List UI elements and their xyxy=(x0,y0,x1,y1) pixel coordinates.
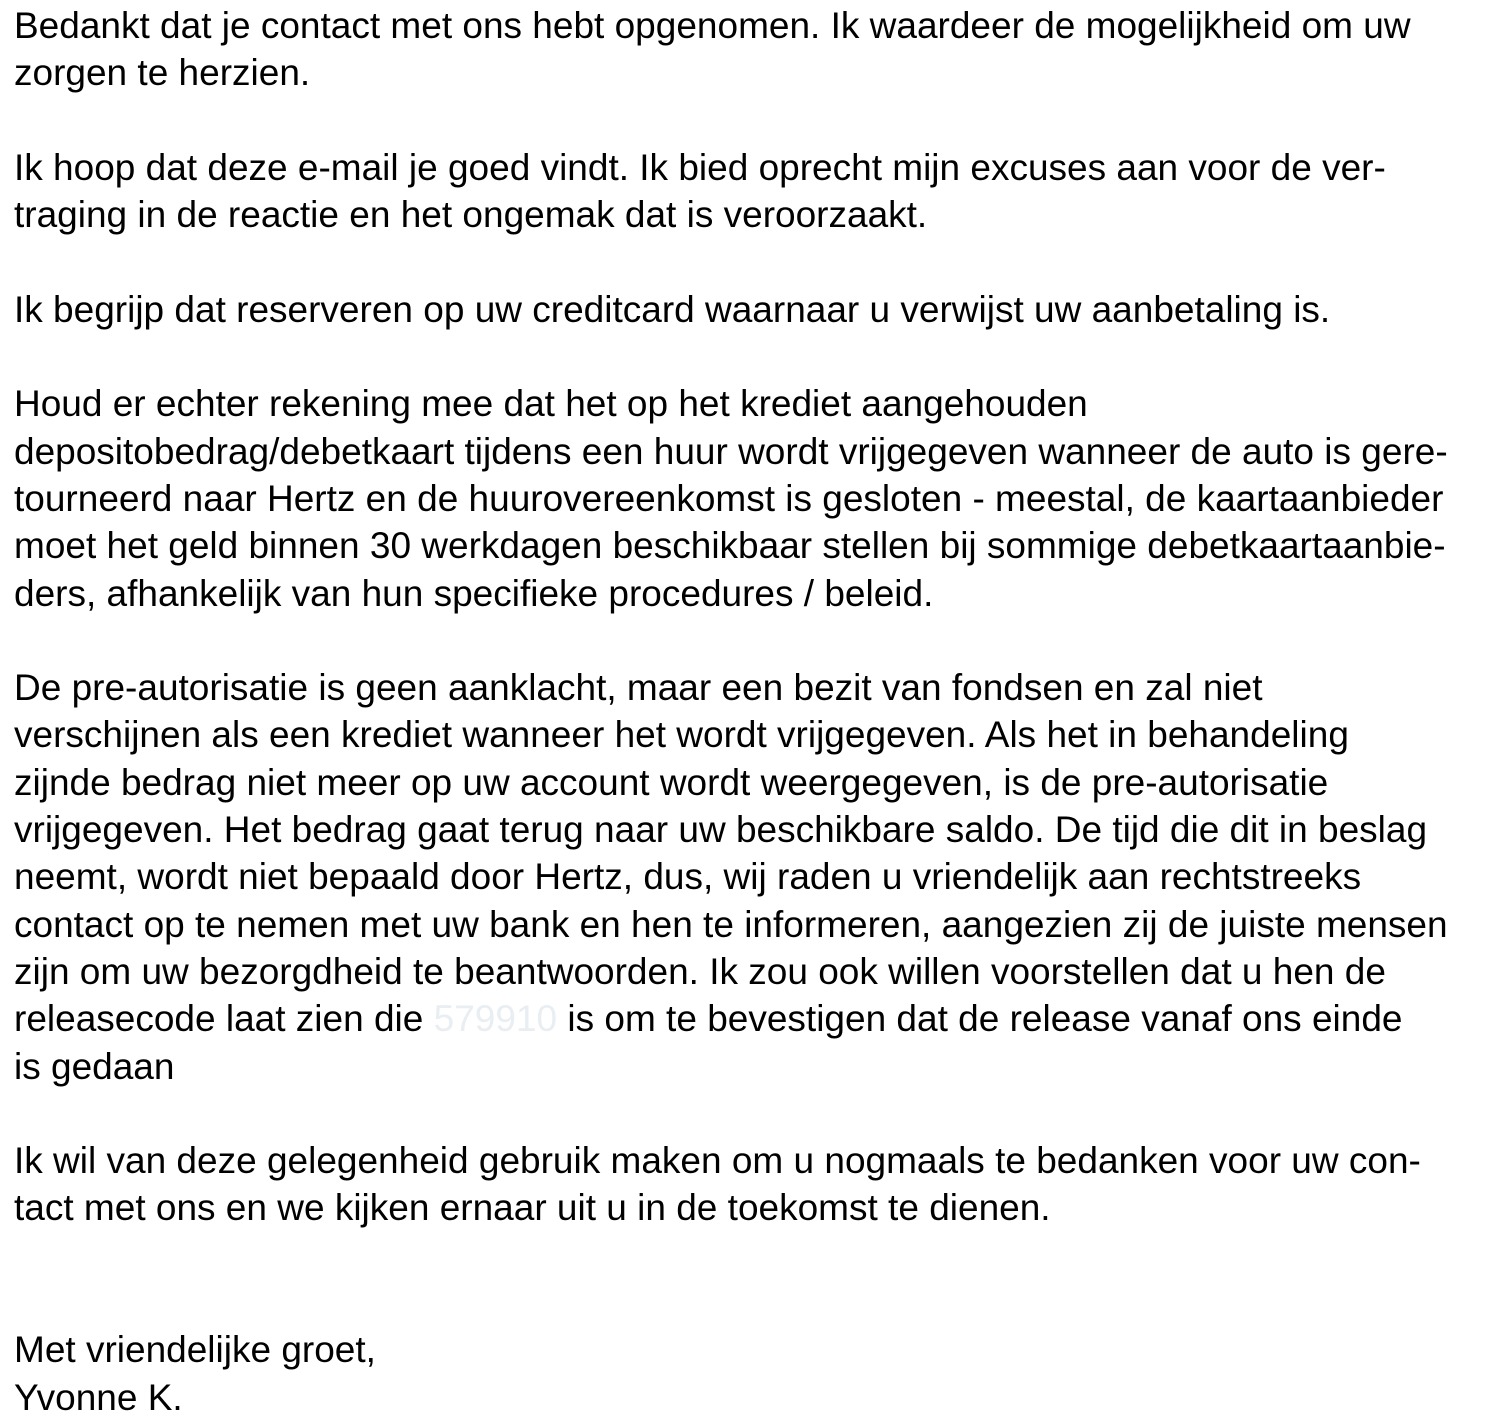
paragraph-deposit-release xyxy=(14,380,1495,616)
text-line: verschijnen als een krediet wanneer het wordt vrijgegeven. Als het in behandeling xyxy=(14,714,1349,756)
paragraph-thanks xyxy=(14,2,1495,97)
closing-salutation: Met vriendelijke groet, xyxy=(14,1329,376,1371)
paragraph-spacer xyxy=(14,1232,1495,1327)
text-line: ders, afhankelijk van hun specifieke procedures / beleid. xyxy=(14,572,934,614)
text-line-release-code xyxy=(14,995,1495,1042)
paragraph-understanding xyxy=(14,286,1495,333)
text-line: Bedankt dat je contact met ons hebt opgenomen. Ik waardeer de mogelijkheid om uw xyxy=(14,5,1411,46)
paragraph-spacer xyxy=(14,1090,1495,1137)
paragraph-apology xyxy=(14,144,1495,239)
text-line: tact met ons en we kijken ernaar uit u in de toekomst te dienen. xyxy=(14,1187,1051,1229)
text-line: neemt, wordt niet bepaald door Hertz, dus, wij raden u vriendelijk aan rechtstreeks xyxy=(14,856,1362,898)
paragraph-spacer xyxy=(14,238,1495,285)
paragraph-pre-authorisation xyxy=(14,664,1495,1090)
text-line: contact op te nemen met uw bank en hen te informeren, aangezien zij de juiste mensen xyxy=(14,903,1448,945)
paragraph-spacer xyxy=(14,617,1495,664)
paragraph-spacer xyxy=(14,333,1495,380)
sign-off xyxy=(14,1326,1495,1421)
text-line: moet het geld binnen 30 werkdagen beschikbaar stellen bij sommige debetkaartaanbie- xyxy=(14,525,1446,567)
signature-name: Yvonne K. xyxy=(14,1376,183,1418)
text-line: tourneerd naar Hertz en de huurovereenkomst is gesloten - meestal, de kaartaanbieder xyxy=(14,477,1444,519)
paragraph-spacer xyxy=(14,97,1495,144)
text-line: Houd er echter rekening mee dat het op het krediet aangehouden xyxy=(14,383,1088,425)
text-line: depositobedrag/debetkaart tijdens een huur wordt vrijgegeven wanneer de auto is gere- xyxy=(14,430,1448,472)
text-line: zorgen te herzien. xyxy=(14,52,311,94)
text-line: traging in de reactie en het ongemak dat is veroorzaakt. xyxy=(14,194,928,236)
paragraph-closing-thanks xyxy=(14,1137,1495,1232)
release-code-prefix: releasecode laat zien die xyxy=(14,998,434,1040)
text-line: Ik hoop dat deze e-mail je goed vindt. Ik bied oprecht mijn excuses aan voor de ver- xyxy=(14,146,1386,188)
text-line: zijnde bedrag niet meer op uw account wordt weergegeven, is de pre-autorisatie xyxy=(14,761,1329,803)
release-code-suffix: is om te bevestigen dat de release vanaf ons einde xyxy=(557,998,1403,1040)
text-line: is gedaan xyxy=(14,1045,175,1087)
release-code: 579910 xyxy=(433,998,558,1040)
text-line: vrijgegeven. Het bedrag gaat terug naar uw beschikbare saldo. De tijd die dit in beslag xyxy=(14,809,1428,851)
text-line: Ik begrijp dat reserveren op uw creditcard waarnaar u verwijst uw aanbetaling is. xyxy=(14,288,1331,330)
text-line: Ik wil van deze gelegenheid gebruik maken om u nogmaals te bedanken voor uw con- xyxy=(14,1140,1421,1182)
text-line: De pre-autorisatie is geen aanklacht, maar een bezit van fondsen en zal niet xyxy=(14,667,1263,709)
text-line: zijn om uw bezorgdheid te beantwoorden. Ik zou ook willen voorstellen dat u hen de xyxy=(14,950,1386,992)
